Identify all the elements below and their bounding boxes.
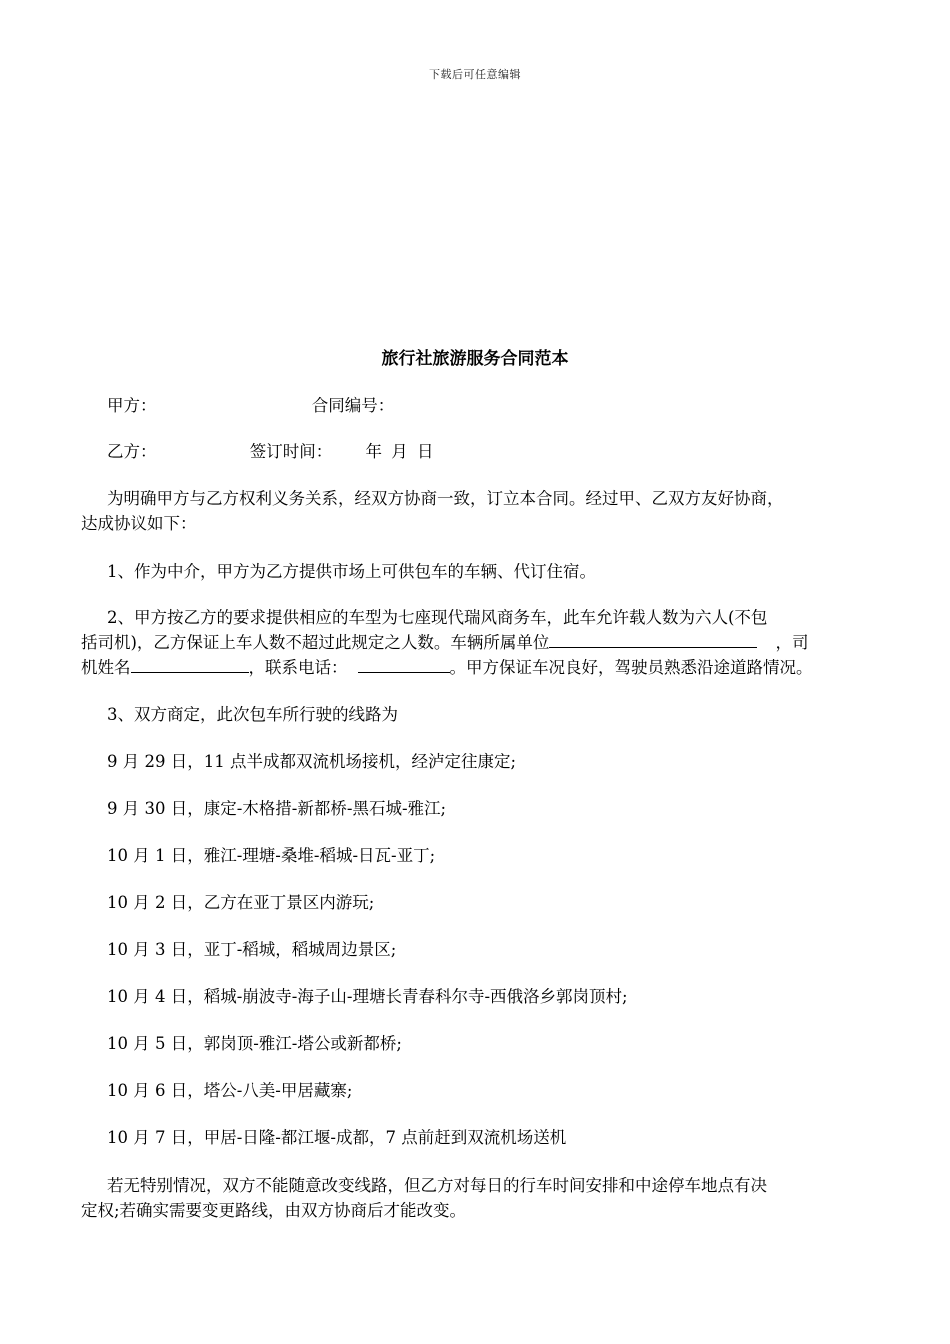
- clause-2-line-3-end: 。甲方保证车况良好，驾驶员熟悉沿途道路情况。: [449, 658, 813, 677]
- party-b-row: [107, 440, 897, 464]
- clause-2-line-3: [81, 655, 897, 680]
- itinerary-item-1: 9 月 29 日，11 点半成都双流机场接机，经泸定往康定;: [107, 752, 517, 771]
- itinerary-item-2: 9 月 30 日，康定-木格措-新都桥-黑石城-雅江;: [107, 799, 447, 818]
- itinerary-item-7: 10 月 5 日，郭岗顶-雅江-塔公或新都桥;: [107, 1034, 402, 1053]
- closing-paragraph: [81, 1173, 897, 1223]
- clause-2-line-2-text: 括司机)，乙方保证上车人数不超过此规定之人数。车辆所属单位: [81, 633, 550, 652]
- intro-line-1: 为明确甲方与乙方权利义务关系，经双方协商一致，订立本合同。经过甲、乙双方友好协商，: [107, 489, 784, 508]
- party-b-label: 乙方：: [107, 442, 157, 461]
- header-note: 下载后可任意编辑: [429, 68, 521, 81]
- closing-line-2: 定权;若确实需要变更路线，由双方协商后才能改变。: [81, 1201, 467, 1220]
- itinerary-item-4: 10 月 2 日，乙方在亚丁景区内游玩;: [107, 893, 375, 912]
- clause-1: 1、作为中介，甲方为乙方提供市场上可供包车的车辆、代订住宿。: [107, 562, 596, 581]
- sign-date-text: 年 月 日: [365, 442, 434, 461]
- document-title: 旅行社旅游服务合同范本: [381, 349, 569, 369]
- itinerary-item-3: 10 月 1 日，雅江-理塘-桑堆-稻城-日瓦-亚丁;: [107, 846, 436, 865]
- clause-3: 3、双方商定，此次包车所行驶的线路为: [107, 705, 398, 724]
- clause-2: [81, 605, 897, 680]
- clause-2-line-2-end: ，司: [775, 633, 809, 652]
- itinerary-item-5: 10 月 3 日，亚丁-稻城，稻城周边景区;: [107, 940, 397, 959]
- vehicle-unit-blank[interactable]: [549, 631, 757, 648]
- contact-phone-label: ，联系电话：: [248, 658, 348, 677]
- sign-time-label: 签订时间：: [249, 442, 333, 461]
- driver-name-label: 机姓名: [81, 658, 131, 677]
- clause-2-line-2: [81, 630, 897, 655]
- intro-paragraph: [81, 486, 897, 536]
- driver-name-blank[interactable]: [131, 656, 249, 673]
- itinerary-item-9: 10 月 7 日，甲居-日隆-都江堰-成都，7 点前赶到双流机场送机: [107, 1128, 567, 1147]
- closing-line-1: 若无特别情况，双方不能随意改变线路，但乙方对每日的行车时间安排和中途停车地点有决: [107, 1176, 767, 1195]
- party-a-row: [107, 394, 897, 418]
- clause-2-line-1: 2、甲方按乙方的要求提供相应的车型为七座现代瑞风商务车，此车允许载人数为六人(不包: [107, 608, 768, 627]
- itinerary-item-8: 10 月 6 日，塔公-八美-甲居藏寨;: [107, 1081, 353, 1100]
- party-a-label: 甲方：: [107, 396, 157, 415]
- intro-line-2: 达成协议如下：: [81, 514, 197, 533]
- contact-phone-blank[interactable]: [358, 656, 450, 673]
- itinerary-item-6: 10 月 4 日，稻城-崩波寺-海子山-理塘长青春科尔寺-西俄洛乡郭岗顶村;: [107, 987, 628, 1006]
- contract-no-label: 合同编号：: [311, 396, 395, 415]
